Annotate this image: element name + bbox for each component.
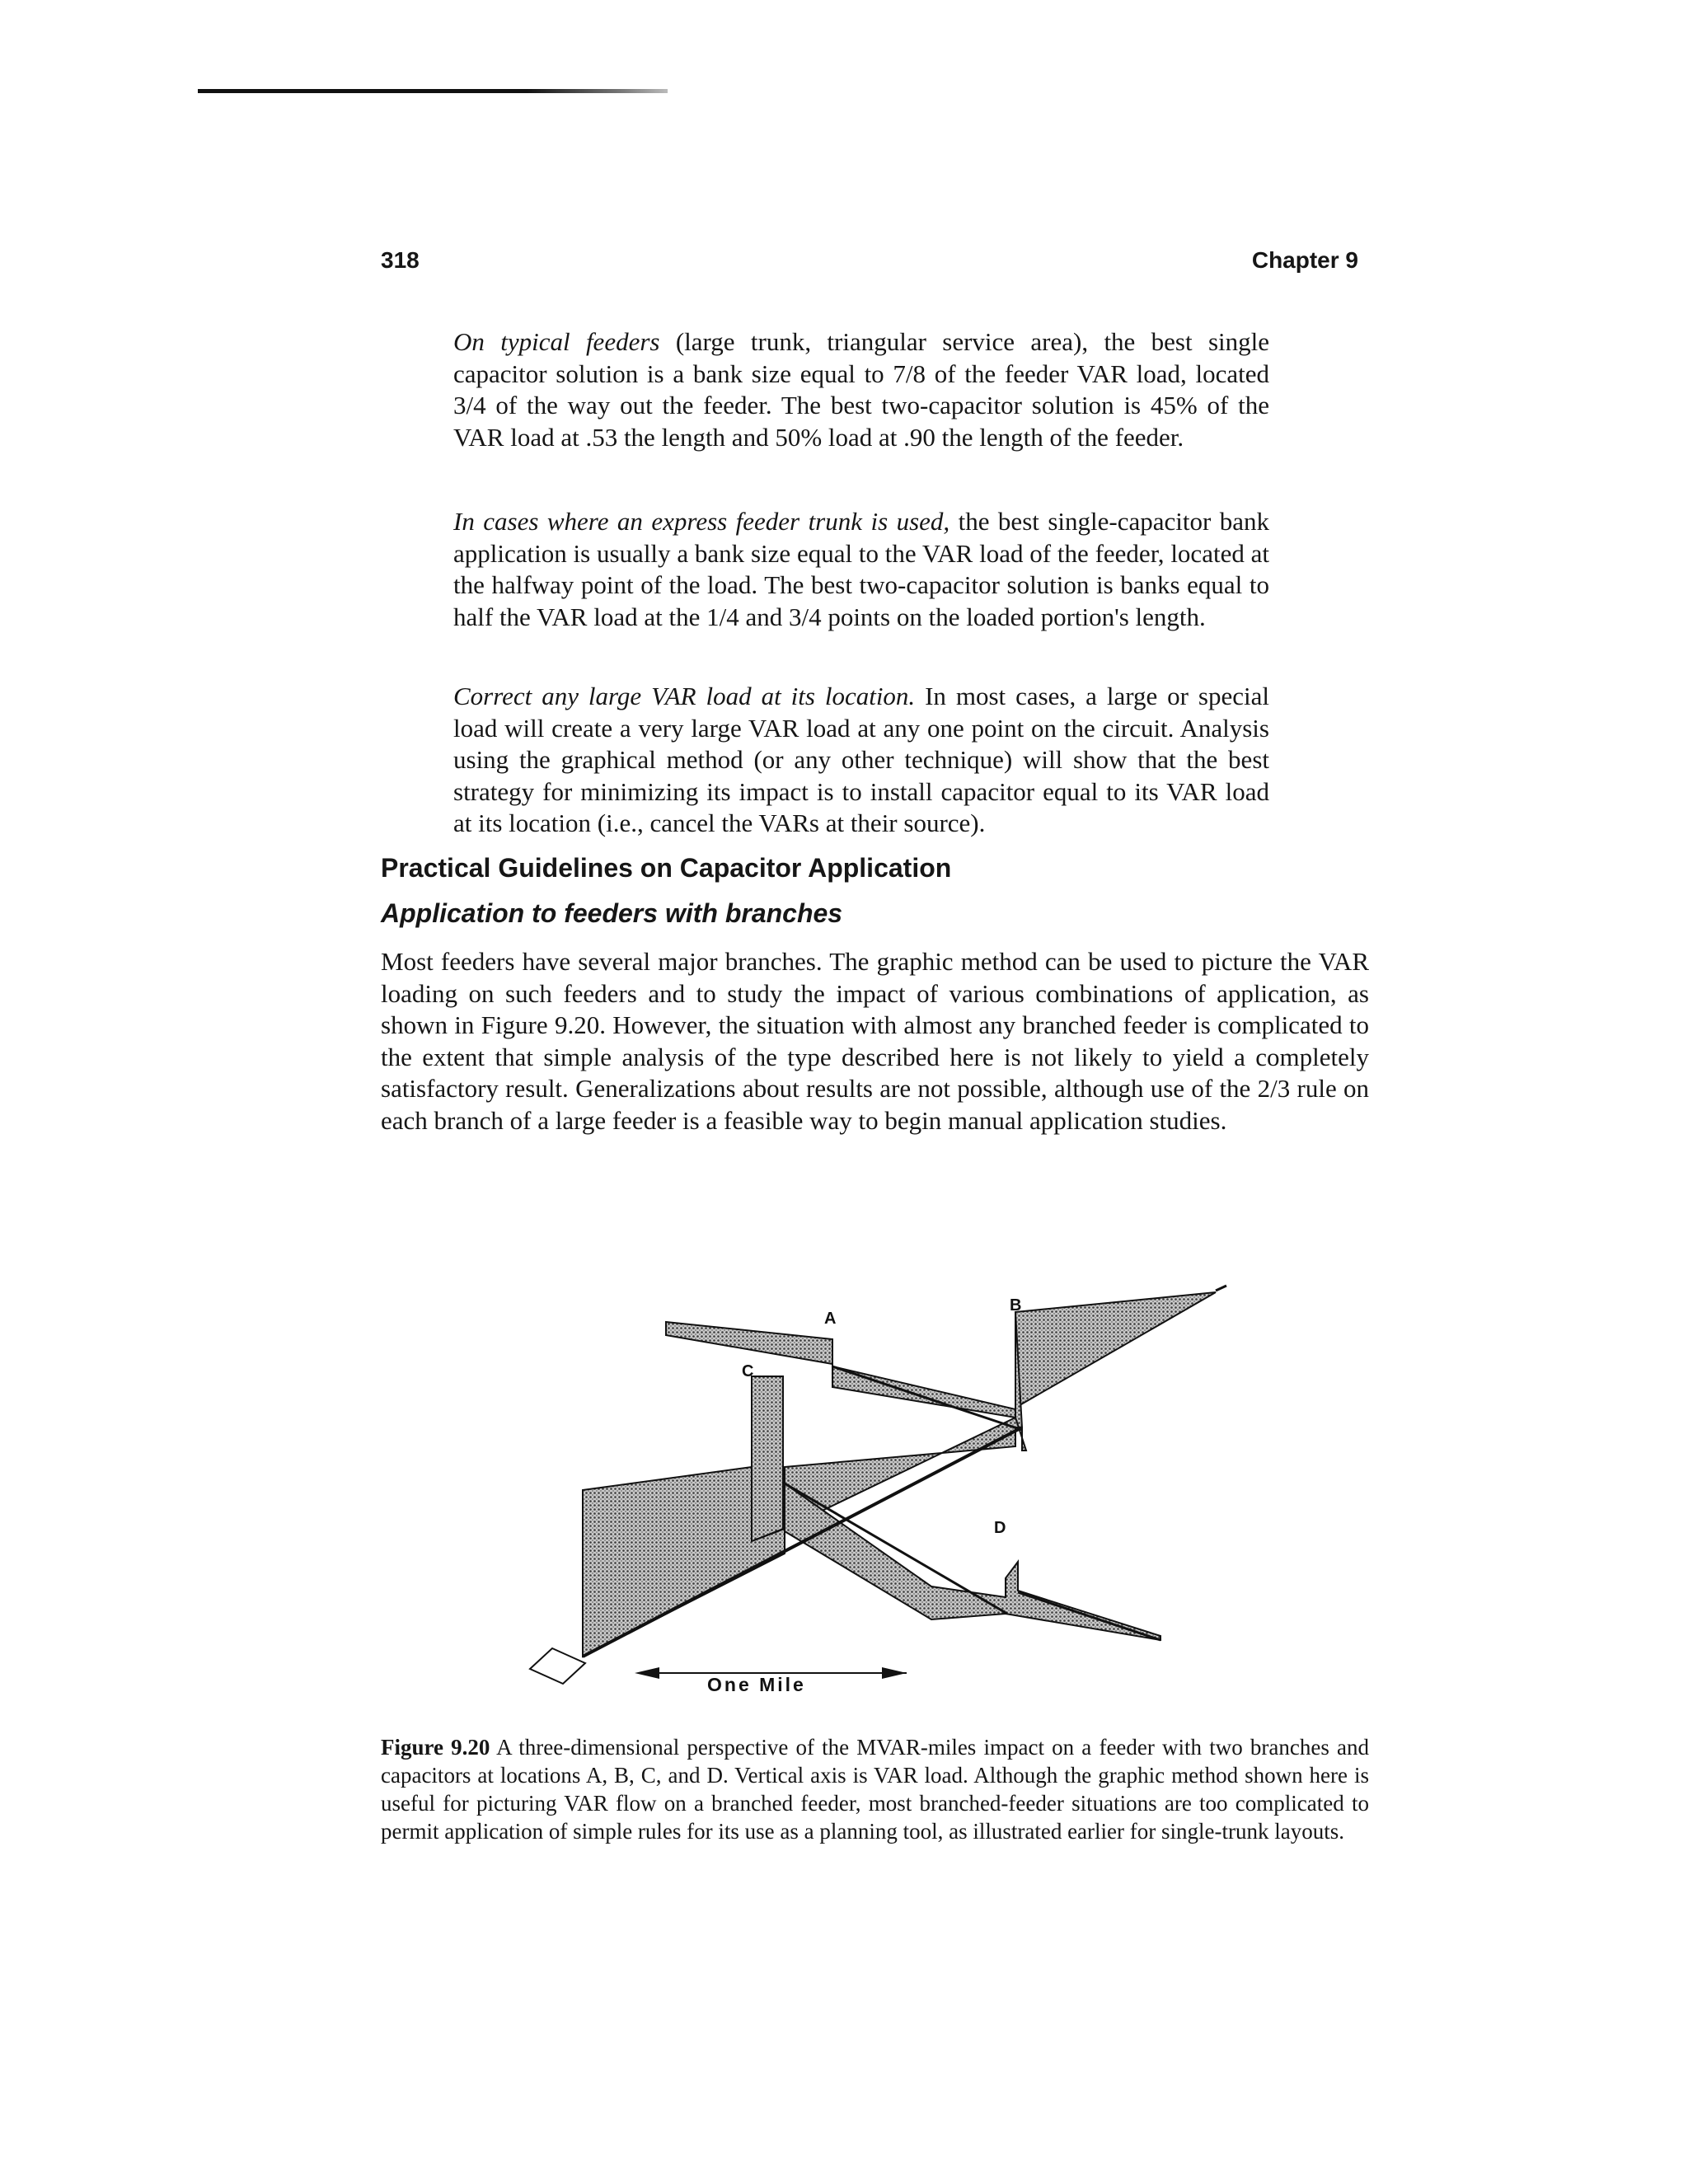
- guideline-lead: In cases where an express feeder trunk is used,: [453, 507, 950, 536]
- guideline-text: (large trunk, triangular service area), the best single capacitor solution is a bank size equal to 7/8 of the feeder VAR load, located 3/4 of the way out the feeder. The best two-capacitor solution is 45% of the VAR load at .53 the length and 50% load at .90 the length of the feeder.: [453, 327, 1269, 452]
- guideline-lead: On typical feeders: [453, 327, 660, 356]
- caption-text: A three-dimensional perspective of the MVAR-miles impact on a feeder with two branches and capacitors at locations A, B, C, and D. Vertical axis is VAR load. Although the graphic method shown here is useful for picturing VAR flow on a branched feeder, most branched-feeder situations are too complicated to permit application of simple rules for its use as a planning tool, as illustrated earlier for single-trunk layouts.: [381, 1735, 1369, 1844]
- running-header-chapter: Chapter 9: [1251, 247, 1358, 273]
- branch-b-var-surface: [1015, 1286, 1226, 1427]
- substation-marker: [530, 1648, 585, 1684]
- caption-label: Figure 9.20: [381, 1735, 490, 1760]
- branch-d-var-surface: [785, 1483, 1160, 1640]
- body-paragraph: Most feeders have several major branches. The graphic method can be used to picture the VAR loading on such feeders and to study the impact of various combinations of application, as shown in Figure 9.20. However, the situation with almost any branched feeder is complicated to the extent that simple analysis of the type described here is not likely to yield a completely satisfactory result. Generalizations about results are not possible, although use of the 2/3 rule on each branch of a large feeder is a feasible way to begin manual application studies.: [381, 947, 1369, 1135]
- label-capacitor-d: D: [994, 1519, 1006, 1537]
- label-capacitor-c: C: [742, 1362, 754, 1380]
- scale-label: One Mile: [707, 1674, 806, 1695]
- figure-caption: [381, 1733, 1369, 1845]
- guideline-text: the best single-capacitor bank application is usually a bank size equal to the VAR load of the feeder, located at the halfway point of the load. The best two-capacitor solution is banks equal to half the VAR load at the 1/4 and 3/4 points on the loaded portion's length.: [453, 507, 1269, 631]
- guideline-text: In most cases, a large or special load will create a very large VAR load at any one point on the circuit. Analysis using the graphical method (or any other technique) will show that the best strategy for minimizing its impact is to install capacitor equal to its VAR load at its location (i.e., cancel the VARs at their source).: [453, 682, 1269, 837]
- capacitor-c-step: [752, 1376, 783, 1541]
- label-capacitor-b: B: [1010, 1296, 1022, 1315]
- page-number: 318: [381, 247, 420, 273]
- section-heading: Practical Guidelines on Capacitor Application: [381, 853, 952, 883]
- subsection-heading: Application to feeders with branches: [381, 898, 843, 928]
- label-capacitor-a: A: [824, 1310, 837, 1328]
- guideline-lead: Correct any large VAR load at its location.: [453, 682, 916, 710]
